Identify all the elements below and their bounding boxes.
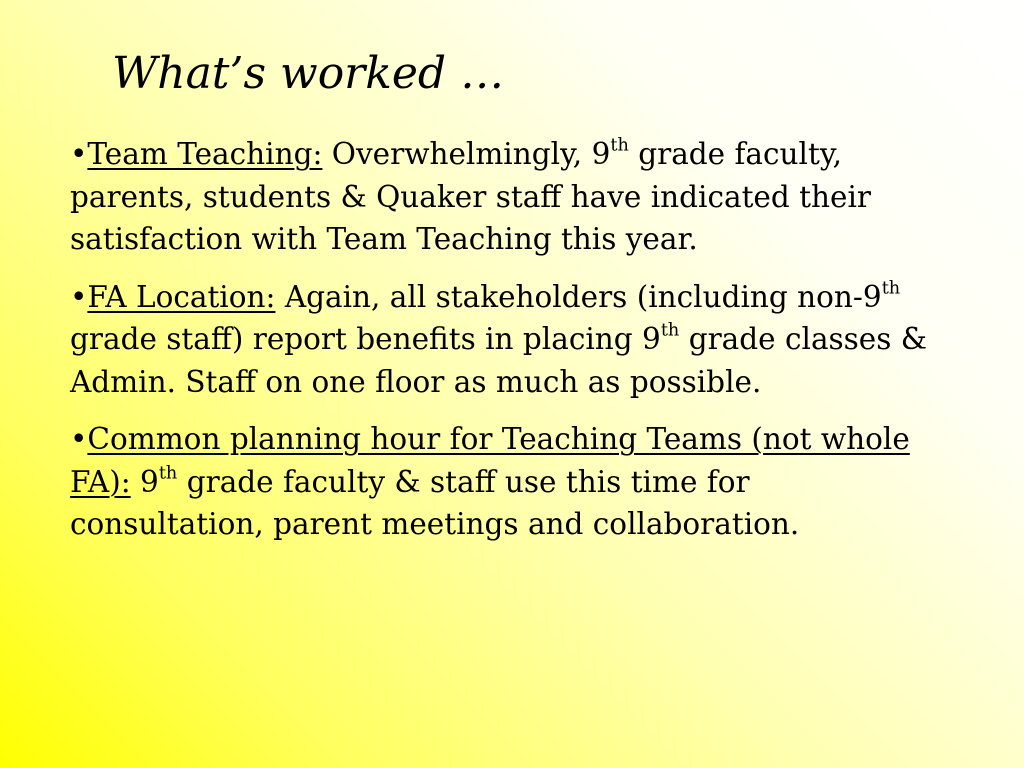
ordinal-suffix: th [610,135,629,156]
bullet-text: grade faculty, parents, students & Quaker staff have indicated their satisfaction with Team Teaching this year. [70,137,871,256]
ordinal-suffix: th [158,463,178,484]
bullet-term: Common planning hour for Teaching Teams (not whole FA): [70,422,910,499]
bullet-text: Overwhelmingly, 9 [322,137,611,171]
bullet-text: 9 [130,464,159,499]
bullet-marker: • [70,422,88,456]
bullet-term: FA Location: [87,279,276,314]
bullet-text: grade classes & Admin. Staff on one floor as much as possible. [70,322,928,399]
bullet-team-teaching [70,133,950,261]
bullet-text: Again, all stakeholders (including non-9 [275,279,882,314]
slide-title: What’s worked … [112,48,505,99]
bullet-text: grade staff) report benefits in placing 9 [70,322,661,356]
bullet-common-planning [70,418,950,546]
bullet-list [70,133,950,546]
bullet-text: grade faculty & staff use this time for consultation, parent meetings and collaboration. [70,464,800,541]
bullet-marker: • [70,279,88,314]
ordinal-suffix: th [881,278,901,299]
bullet-term: Team Teaching: [87,137,323,171]
bullet-marker: • [70,137,88,171]
ordinal-suffix: th [660,320,680,341]
bullet-fa-location [70,276,950,404]
